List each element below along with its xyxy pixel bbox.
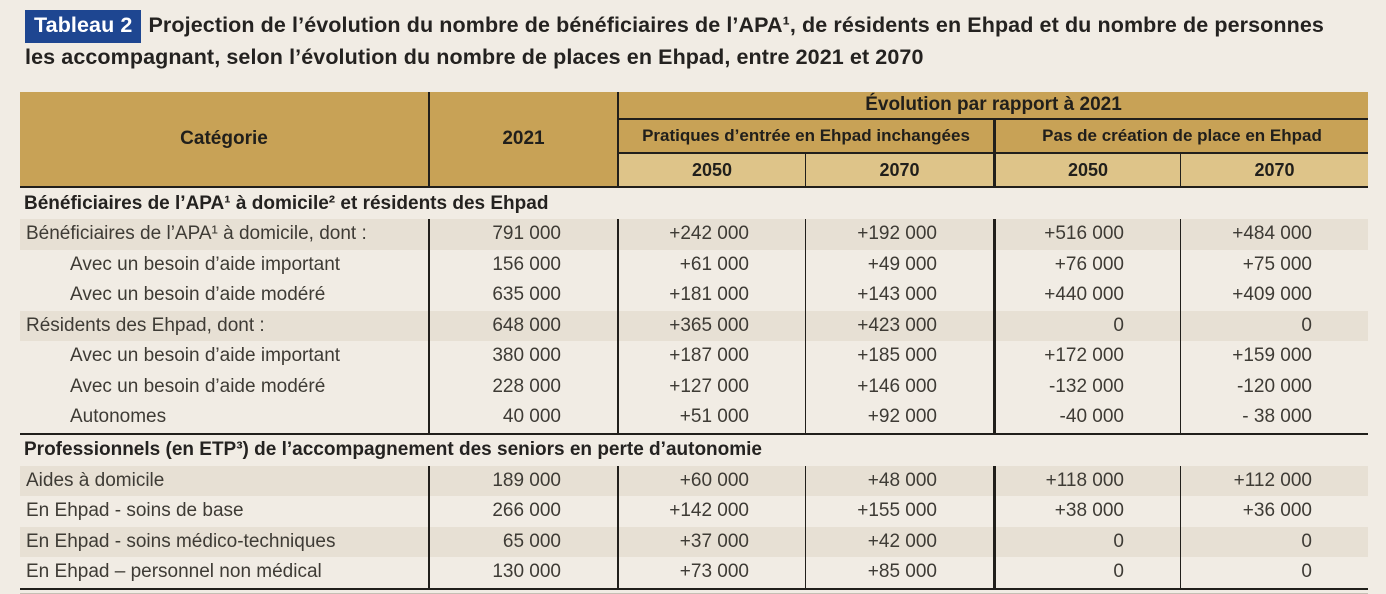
cell-value: 791 000 [428, 219, 617, 250]
table-row [20, 311, 1368, 342]
cell-value: +51 000 [617, 402, 805, 433]
cell-value: +38 000 [993, 496, 1180, 527]
cell-value: 648 000 [428, 311, 617, 342]
cell-value: -132 000 [993, 372, 1180, 403]
cell-value: 40 000 [428, 402, 617, 433]
header-categorie: Catégorie [180, 128, 268, 149]
cell-value: +484 000 [1180, 219, 1368, 250]
table-row [20, 219, 1368, 250]
table-row [20, 372, 1368, 403]
table-row [20, 402, 1368, 433]
header-scenario-no-new-places: Pas de création de place en Ehpad [993, 120, 1368, 154]
row-label: Autonomes [70, 406, 167, 428]
cell-value: -120 000 [1180, 372, 1368, 403]
cell-value: +48 000 [805, 466, 993, 497]
header-scenario-unchanged: Pratiques d’entrée en Ehpad inchangées [617, 120, 993, 154]
cell-value: - 38 000 [1180, 402, 1368, 433]
cell-value: 0 [993, 557, 1180, 588]
cell-value: +92 000 [805, 402, 993, 433]
row-label: Avec un besoin d’aide important [70, 253, 341, 275]
header-evolution-title: Évolution par rapport à 2021 [617, 92, 1368, 120]
cell-value: +172 000 [993, 341, 1180, 372]
cell-value: 0 [993, 311, 1180, 342]
row-label: Avec un besoin d’aide modéré [70, 375, 326, 397]
cell-value: 156 000 [428, 250, 617, 281]
cell-value: +159 000 [1180, 341, 1368, 372]
row-label: Résidents des Ehpad, dont : [26, 314, 265, 336]
table-row [20, 280, 1368, 311]
header-year-2070-a: 2070 [805, 154, 993, 186]
cell-value: +187 000 [617, 341, 805, 372]
cell-value: 0 [1180, 557, 1368, 588]
cell-value: +118 000 [993, 466, 1180, 497]
section-header: Professionnels (en ETP³) de l’accompagnement des seniors en perte d’autonomie [20, 433, 1368, 466]
cell-value: 0 [993, 527, 1180, 558]
cell-value: +185 000 [805, 341, 993, 372]
cell-value: +37 000 [617, 527, 805, 558]
cell-value: +365 000 [617, 311, 805, 342]
table-row [20, 557, 1368, 588]
header-year-2050-a: 2050 [617, 154, 805, 186]
table-body [20, 188, 1368, 590]
cell-value: +242 000 [617, 219, 805, 250]
table-row [20, 466, 1368, 497]
cell-value: 0 [1180, 527, 1368, 558]
header-year-2070-b: 2070 [1180, 154, 1368, 186]
page-title [25, 10, 1325, 72]
cell-value: +85 000 [805, 557, 993, 588]
cell-value: +440 000 [993, 280, 1180, 311]
cell-value: +49 000 [805, 250, 993, 281]
cell-value: +75 000 [1180, 250, 1368, 281]
cell-value: +76 000 [993, 250, 1180, 281]
cell-value: +142 000 [617, 496, 805, 527]
cell-value: +112 000 [1180, 466, 1368, 497]
cell-value: 189 000 [428, 466, 617, 497]
row-label: Aides à domicile [26, 469, 165, 491]
section-header: Bénéficiaires de l’APA¹ à domicile² et résidents des Ehpad [24, 192, 549, 214]
cell-value: 130 000 [428, 557, 617, 588]
table-header [20, 92, 1368, 188]
row-label: Avec un besoin d’aide modéré [70, 284, 326, 306]
cell-value: +42 000 [805, 527, 993, 558]
cell-value: -40 000 [993, 402, 1180, 433]
cell-value: +127 000 [617, 372, 805, 403]
cell-value: +155 000 [805, 496, 993, 527]
cell-value: 0 [1180, 311, 1368, 342]
table-row [20, 527, 1368, 558]
cell-value: 380 000 [428, 341, 617, 372]
cell-value: +36 000 [1180, 496, 1368, 527]
decorative-divider [20, 593, 1368, 594]
cell-value: +60 000 [617, 466, 805, 497]
cell-value: 635 000 [428, 280, 617, 311]
tableau-badge: Tableau 2 [25, 10, 141, 43]
row-label: Avec un besoin d’aide important [70, 345, 341, 367]
row-label: Bénéficiaires de l’APA¹ à domicile, dont : [26, 223, 367, 245]
cell-value: +409 000 [1180, 280, 1368, 311]
cell-value: 266 000 [428, 496, 617, 527]
cell-value: +423 000 [805, 311, 993, 342]
title-text: Projection de l’évolution du nombre de bénéficiaires de l’APA¹, de résidents en Ehpad et du nombre de personnes les accompagnant, selon l’évolution du nombre de places en Ehpad, entre 2021 et 2070 [25, 13, 1324, 69]
cell-value: +181 000 [617, 280, 805, 311]
header-2021: 2021 [428, 92, 617, 186]
row-label: En Ehpad - soins de base [26, 500, 244, 522]
cell-value: +61 000 [617, 250, 805, 281]
cell-value: +192 000 [805, 219, 993, 250]
cell-value: +143 000 [805, 280, 993, 311]
table-row [20, 341, 1368, 372]
data-table [20, 92, 1368, 594]
cell-value: 228 000 [428, 372, 617, 403]
cell-value: +146 000 [805, 372, 993, 403]
table-row [20, 250, 1368, 281]
cell-value: 65 000 [428, 527, 617, 558]
row-label: En Ehpad – personnel non médical [26, 561, 322, 583]
row-label: En Ehpad - soins médico-techniques [26, 530, 336, 552]
table-row [20, 496, 1368, 527]
cell-value: +73 000 [617, 557, 805, 588]
cell-value: +516 000 [993, 219, 1180, 250]
header-year-2050-b: 2050 [993, 154, 1180, 186]
